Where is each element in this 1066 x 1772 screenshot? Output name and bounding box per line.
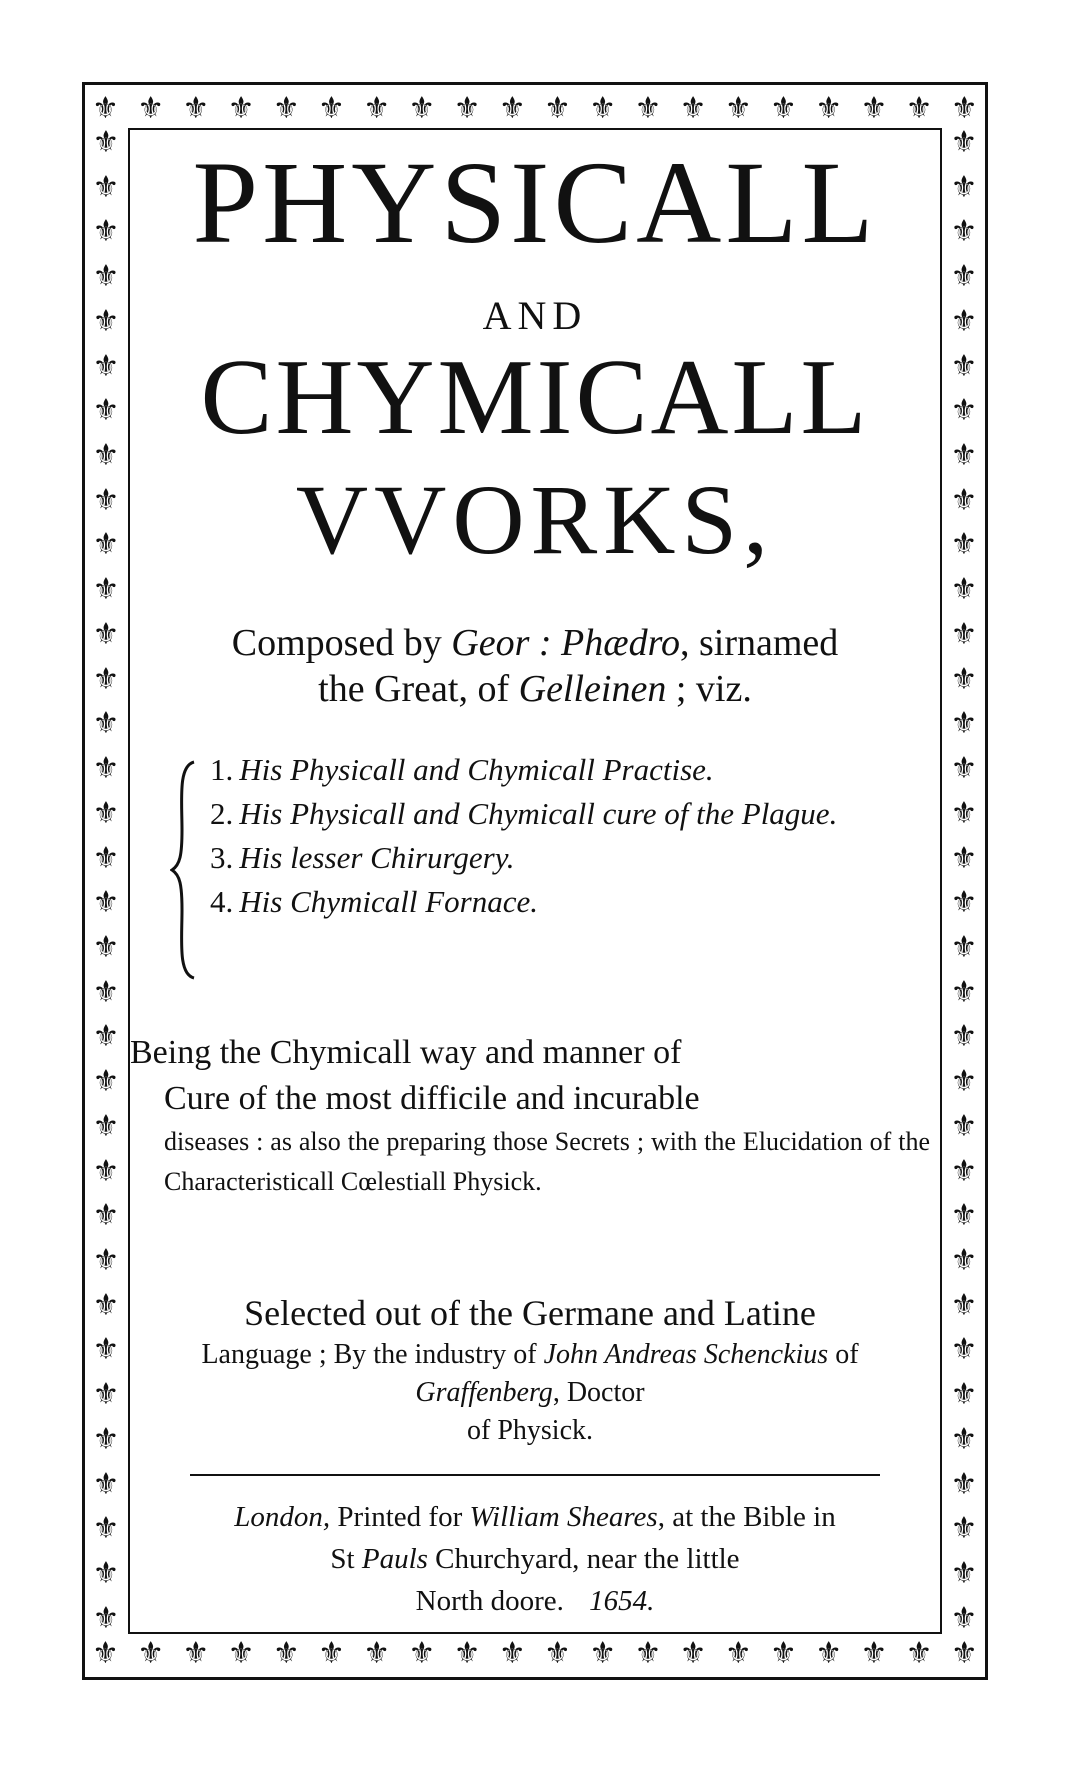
fleuron-ornament-icon: ⚜ <box>92 1287 120 1323</box>
fleuron-ornament-icon: ⚜ <box>950 393 978 429</box>
list-item <box>178 880 938 924</box>
imprint-year: 1654. <box>589 1585 655 1617</box>
fleuron-ornament-icon: ⚜ <box>272 91 300 126</box>
fleuron-ornament-icon: ⚜ <box>92 214 120 250</box>
fleuron-ornament-icon: ⚜ <box>950 1556 978 1591</box>
translator-place: Graffenberg <box>415 1377 553 1408</box>
fleuron-ornament-icon: ⚜ <box>453 1636 481 1671</box>
fleuron-ornament-icon: ⚜ <box>92 1466 120 1502</box>
fleuron-ornament-icon: ⚜ <box>679 1636 707 1671</box>
fleuron-ornament-icon: ⚜ <box>92 1511 120 1547</box>
fleuron-ornament-icon: ⚜ <box>92 1636 119 1671</box>
fleuron-ornament-icon: ⚜ <box>318 1636 345 1671</box>
item-text: His Chymicall Fornace. <box>239 884 539 919</box>
fleuron-ornament-icon: ⚜ <box>544 91 571 126</box>
fleuron-ornament-icon: ⚜ <box>92 438 120 474</box>
translator-name: John Andreas Schenckius <box>543 1339 829 1370</box>
fleuron-ornament-icon: ⚜ <box>815 1636 843 1671</box>
fleuron-ornament-icon: ⚜ <box>950 1332 978 1368</box>
description-line-1: Being the Chymicall way and manner of <box>130 1034 682 1071</box>
fleuron-ornament-icon: ⚜ <box>92 661 120 697</box>
fleuron-ornament-icon: ⚜ <box>950 1108 978 1144</box>
imprint-st: St <box>330 1543 362 1575</box>
fleuron-ornament-icon: ⚜ <box>92 572 120 608</box>
fleuron-ornament-icon: ⚜ <box>92 751 120 787</box>
fleuron-ornament-icon: ⚜ <box>950 125 978 160</box>
fleuron-ornament-icon: ⚜ <box>92 1421 120 1457</box>
fleuron-ornament-icon: ⚜ <box>92 616 120 652</box>
fleuron-ornament-icon: ⚜ <box>950 1466 978 1502</box>
fleuron-ornament-icon: ⚜ <box>724 91 752 126</box>
fleuron-ornament-icon: ⚜ <box>589 1636 617 1671</box>
fleuron-ornament-icon: ⚜ <box>950 348 978 384</box>
fleuron-ornament-icon: ⚜ <box>950 1242 978 1278</box>
imprint <box>130 1496 940 1622</box>
list-item <box>178 836 938 880</box>
fleuron-ornament-icon: ⚜ <box>950 1287 978 1323</box>
fleuron-ornament-icon: ⚜ <box>950 1421 978 1457</box>
fleuron-ornament-icon: ⚜ <box>950 929 978 965</box>
fleuron-ornament-icon: ⚜ <box>92 1600 120 1636</box>
item-number: 4. <box>210 884 234 919</box>
composed-great: the Great, of <box>318 668 519 710</box>
description-line-2: Cure of the most difficile and incurable <box>164 1080 700 1117</box>
fleuron-ornament-icon: ⚜ <box>544 1636 571 1671</box>
fleuron-ornament-icon: ⚜ <box>92 706 120 742</box>
author-place: Gelleinen <box>518 668 667 710</box>
fleuron-ornament-icon: ⚜ <box>950 974 978 1010</box>
fleuron-ornament-icon: ⚜ <box>318 91 345 126</box>
imprint-city: London, <box>234 1501 331 1533</box>
title-line-physicall: PHYSICALL <box>192 137 878 268</box>
composed-viz: ; viz. <box>666 668 752 710</box>
fleuron-ornament-icon: ⚜ <box>950 214 978 250</box>
description-rest: diseases : as also the preparing those Secrets ; with the Elucidation of the Characteristicall Cœlestiall Physick. <box>164 1127 930 1196</box>
fleuron-ornament-icon: ⚜ <box>137 1636 165 1671</box>
fleuron-ornament-icon: ⚜ <box>950 795 978 831</box>
author-statement <box>130 620 940 712</box>
fleuron-ornament-icon: ⚜ <box>92 1556 120 1591</box>
fleuron-ornament-icon: ⚜ <box>634 91 662 126</box>
fleuron-ornament-icon: ⚜ <box>905 1636 933 1671</box>
fleuron-ornament-icon: ⚜ <box>92 393 120 429</box>
fleuron-ornament-icon: ⚜ <box>860 91 888 126</box>
title-line-chymicall: CHYMICALL <box>200 338 870 457</box>
composed-sirnamed: , sirnamed <box>679 622 839 664</box>
fleuron-ornament-icon: ⚜ <box>950 438 978 474</box>
fleuron-ornament-icon: ⚜ <box>770 1636 797 1671</box>
fleuron-ornament-icon: ⚜ <box>950 1600 978 1636</box>
item-number: 3. <box>210 840 234 875</box>
fleuron-ornament-icon: ⚜ <box>92 1332 120 1368</box>
composed-prefix: Composed by <box>231 622 452 664</box>
fleuron-ornament-icon: ⚜ <box>92 482 120 518</box>
fleuron-ornament-icon: ⚜ <box>227 1636 255 1671</box>
fleuron-ornament-icon: ⚜ <box>92 1019 120 1055</box>
fleuron-ornament-icon: ⚜ <box>498 1636 526 1671</box>
imprint-printed: Printed for <box>330 1501 470 1533</box>
item-text: His Physicall and Chymicall Practise. <box>239 752 714 787</box>
fleuron-ornament-icon: ⚜ <box>272 1636 300 1671</box>
imprint-pauls: Pauls <box>361 1543 428 1575</box>
item-number: 2. <box>210 796 234 831</box>
fleuron-ornament-icon: ⚜ <box>182 1636 210 1671</box>
fleuron-ornament-icon: ⚜ <box>950 1198 978 1234</box>
fleuron-ornament-icon: ⚜ <box>363 1636 391 1671</box>
fleuron-ornament-icon: ⚜ <box>950 840 978 876</box>
works-list <box>178 748 938 924</box>
fleuron-ornament-icon: ⚜ <box>92 840 120 876</box>
fleuron-ornament-icon: ⚜ <box>770 91 797 126</box>
ornament-row-top <box>92 92 978 126</box>
selected-language: Language ; By the industry of <box>201 1339 544 1370</box>
title-line-and: AND <box>482 293 588 338</box>
fleuron-ornament-icon: ⚜ <box>950 572 978 608</box>
fleuron-ornament-icon: ⚜ <box>92 1108 120 1144</box>
fleuron-ornament-icon: ⚜ <box>860 1636 888 1671</box>
translator-statement <box>130 1290 930 1450</box>
item-text: His lesser Chirurgery. <box>239 840 515 875</box>
fleuron-ornament-icon: ⚜ <box>950 1153 978 1189</box>
fleuron-ornament-icon: ⚜ <box>950 1511 978 1547</box>
title-line-works: VVORKS, <box>295 464 775 575</box>
fleuron-ornament-icon: ⚜ <box>815 91 843 126</box>
fleuron-ornament-icon: ⚜ <box>92 527 120 563</box>
fleuron-ornament-icon: ⚜ <box>92 1198 120 1234</box>
fleuron-ornament-icon: ⚜ <box>453 91 481 126</box>
fleuron-ornament-icon: ⚜ <box>92 303 120 339</box>
imprint-north-doore: North doore. <box>415 1585 564 1617</box>
fleuron-ornament-icon: ⚜ <box>950 259 978 295</box>
ornament-row-bottom <box>92 1637 978 1671</box>
fleuron-ornament-icon: ⚜ <box>408 1636 436 1671</box>
list-item <box>178 792 938 836</box>
fleuron-ornament-icon: ⚜ <box>498 91 526 126</box>
imprint-printer: William Sheares <box>469 1501 658 1533</box>
fleuron-ornament-icon: ⚜ <box>92 974 120 1010</box>
imprint-bible: , at the Bible in <box>657 1501 836 1533</box>
fleuron-ornament-icon: ⚜ <box>92 125 120 160</box>
fleuron-ornament-icon: ⚜ <box>950 1636 978 1671</box>
item-number: 1. <box>210 752 234 787</box>
fleuron-ornament-icon: ⚜ <box>950 706 978 742</box>
fleuron-ornament-icon: ⚜ <box>950 1377 978 1413</box>
fleuron-ornament-icon: ⚜ <box>227 91 255 126</box>
fleuron-ornament-icon: ⚜ <box>950 169 978 205</box>
fleuron-ornament-icon: ⚜ <box>92 1242 120 1278</box>
fleuron-ornament-icon: ⚜ <box>92 885 120 921</box>
fleuron-ornament-icon: ⚜ <box>950 661 978 697</box>
fleuron-ornament-icon: ⚜ <box>905 91 933 126</box>
fleuron-ornament-icon: ⚜ <box>92 1377 120 1413</box>
list-item <box>178 748 938 792</box>
imprint-churchyard: Churchyard, near the little <box>427 1543 740 1575</box>
fleuron-ornament-icon: ⚜ <box>92 259 120 295</box>
fleuron-ornament-icon: ⚜ <box>679 91 707 126</box>
selected-line-1: Selected out of the Germane and Latine <box>244 1293 816 1333</box>
fleuron-ornament-icon: ⚜ <box>182 91 210 126</box>
ornament-column-left <box>86 125 126 1636</box>
fleuron-ornament-icon: ⚜ <box>634 1636 662 1671</box>
fleuron-ornament-icon: ⚜ <box>92 169 120 205</box>
fleuron-ornament-icon: ⚜ <box>950 303 978 339</box>
item-text: His Physicall and Chymicall cure of the Plague. <box>239 796 838 831</box>
fleuron-ornament-icon: ⚜ <box>950 616 978 652</box>
fleuron-ornament-icon: ⚜ <box>92 91 119 126</box>
fleuron-ornament-icon: ⚜ <box>950 91 978 126</box>
selected-physick: of Physick. <box>467 1415 593 1446</box>
fleuron-ornament-icon: ⚜ <box>950 1019 978 1055</box>
fleuron-ornament-icon: ⚜ <box>92 1153 120 1189</box>
fleuron-ornament-icon: ⚜ <box>92 929 120 965</box>
horizontal-rule <box>190 1474 880 1476</box>
fleuron-ornament-icon: ⚜ <box>589 91 617 126</box>
author-name: Geor : Phædro <box>451 622 680 664</box>
fleuron-ornament-icon: ⚜ <box>92 348 120 384</box>
fleuron-ornament-icon: ⚜ <box>92 1064 120 1100</box>
ornament-column-right <box>944 125 984 1636</box>
fleuron-ornament-icon: ⚜ <box>92 795 120 831</box>
fleuron-ornament-icon: ⚜ <box>408 91 436 126</box>
fleuron-ornament-icon: ⚜ <box>724 1636 752 1671</box>
fleuron-ornament-icon: ⚜ <box>137 91 165 126</box>
selected-of: of <box>828 1339 859 1370</box>
fleuron-ornament-icon: ⚜ <box>950 885 978 921</box>
selected-doctor: , Doctor <box>552 1377 645 1408</box>
fleuron-ornament-icon: ⚜ <box>950 482 978 518</box>
fleuron-ornament-icon: ⚜ <box>950 751 978 787</box>
description-paragraph <box>130 1030 930 1202</box>
fleuron-ornament-icon: ⚜ <box>950 1064 978 1100</box>
fleuron-ornament-icon: ⚜ <box>363 91 391 126</box>
fleuron-ornament-icon: ⚜ <box>950 527 978 563</box>
